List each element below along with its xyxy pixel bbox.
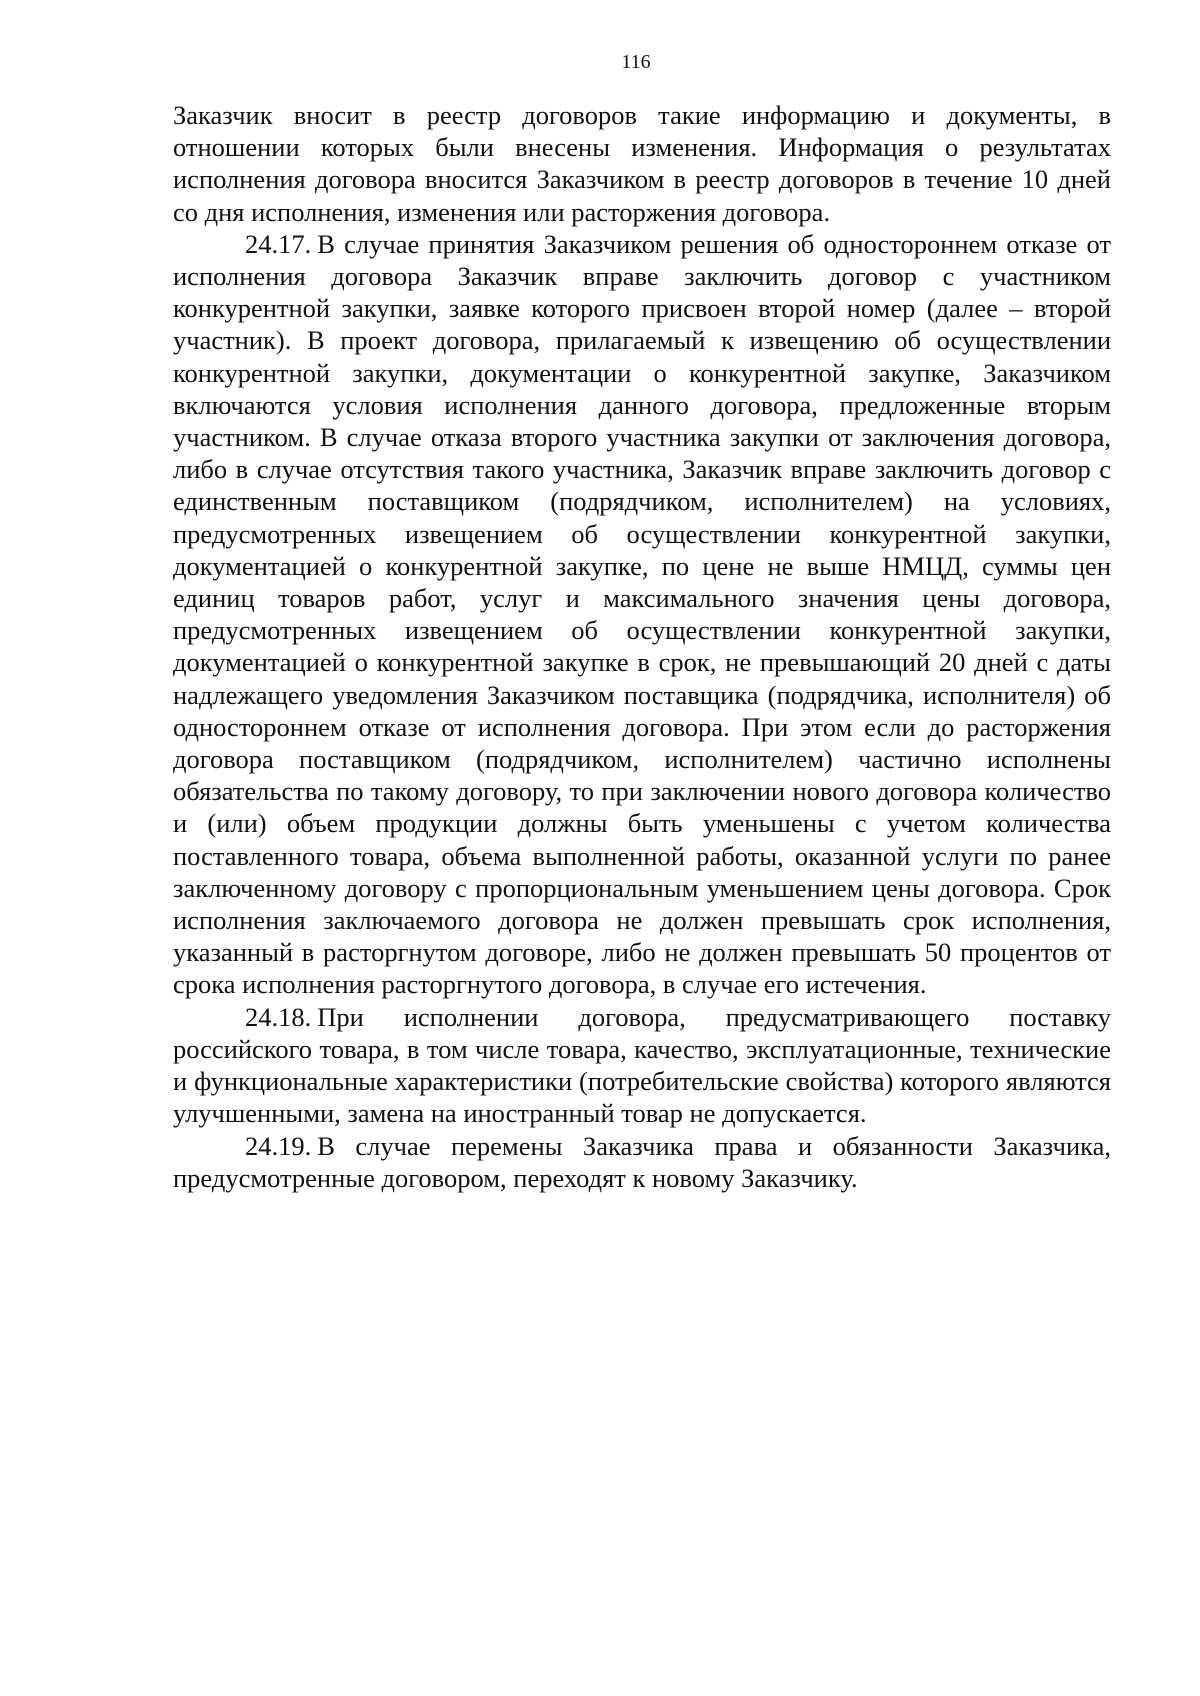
paragraph-continuation xyxy=(173,99,1111,228)
paragraph-number: 24.17. xyxy=(245,228,312,259)
paragraph-24-17 xyxy=(173,228,1111,1001)
document-body xyxy=(173,99,1111,1194)
paragraph-number: 24.19. xyxy=(245,1130,312,1161)
paragraph-text: В случае принятия Заказчиком решения об одностороннем отказе от исполнения договора Заказчик вправе заключить договор с участником конкурентной закупки, заявке которого присвоен второй номер (далее – второй участник). В проект договора, прилагаемый к извещению об осуществлении конкурентной закупки, документации о конкурентной закупке, Заказчиком включаются условия исполнения данного договора, предложенные вторым участником. В случае отказа второго участника закупки от заключения договора, либо в случае отсутствия такого участника, Заказчик вправе заключить договор с единственным поставщиком (подрядчиком, исполнителем) на условиях, предусмотренных извещением об осуществлении конкурентной закупки, документацией о конкурентной закупке, по цене не выше НМЦД, суммы цен единиц товаров работ, услуг и максимального значения цены договора, предусмотренных извещением об осуществлении конкурентной закупки, документацией о конкурентной закупке в срок, не превышающий 20 дней с даты надлежащего уведомления Заказчиком поставщика (подрядчика, исполнителя) об одностороннем отказе от исполнения договора. При этом если до расторжения договора поставщиком (подрядчиком, исполнителем) частично исполнены обязательства по такому договору, то при заключении нового договора количество и (или) объем продукции должны быть уменьшены с учетом количества поставленного товара, объема выполненной работы, оказанной услуги по ранее заключенному договору с пропорциональным уменьшением цены договора. Срок исполнения заключаемого договора не должен превышать срок исполнения, указанный в расторгнутом договоре, либо не должен превышать 50 процентов от срока исполнения расторгнутого договора, в случае его истечения. xyxy=(173,228,1111,1000)
paragraph-text: В случае перемены Заказчика права и обязанности Заказчика, предусмотренные договором, переходят к новому Заказчику. xyxy=(173,1130,1111,1193)
page-number: 116 xyxy=(621,51,651,73)
paragraph-number: 24.18. xyxy=(245,1001,312,1032)
paragraph-24-19 xyxy=(173,1130,1111,1194)
paragraph-text: При исполнении договора, предусматривающего поставку российского товара, в том числе товара, качество, эксплуатационные, технические и функциональные характеристики (потребительские свойства) которого являются улучшенными, замена на иностранный товар не допускается. xyxy=(173,1001,1111,1129)
paragraph-text: Заказчик вносит в реестр договоров такие информацию и документы, в отношении которых были внесены изменения. Информация о результатах исполнения договора вносится Заказчиком в реестр договоров в течение 10 дней со дня исполнения, изменения или расторжения договора. xyxy=(173,100,1111,227)
paragraph-24-18 xyxy=(173,1001,1111,1130)
